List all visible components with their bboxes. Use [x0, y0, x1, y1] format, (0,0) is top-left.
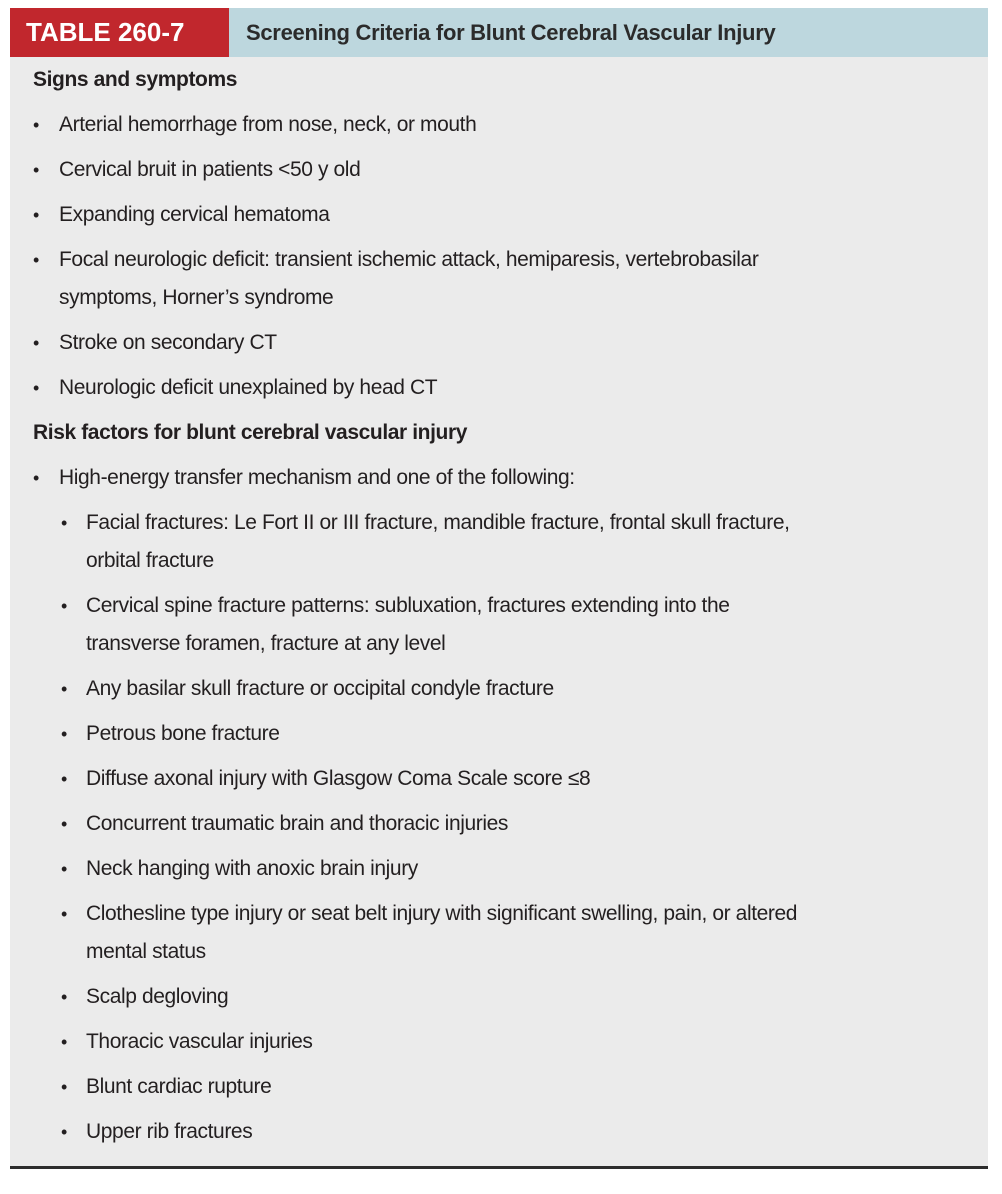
bullet-icon: •	[61, 1032, 67, 1052]
sub-list-item	[10, 670, 988, 708]
sub-list-item	[10, 1068, 988, 1106]
bullet-icon: •	[61, 859, 67, 879]
bullet-icon: •	[61, 1077, 67, 1097]
bullet-icon: •	[33, 250, 39, 270]
item-text-continued: orbital fracture	[86, 549, 214, 572]
table-body	[10, 57, 988, 1166]
item-text: Stroke on secondary CT	[59, 331, 277, 354]
list-item	[10, 196, 988, 234]
list-item	[10, 369, 988, 407]
bullet-icon: •	[61, 814, 67, 834]
section-heading-text: Risk factors for blunt cerebral vascular injury	[33, 421, 468, 444]
bullet-icon: •	[61, 1122, 67, 1142]
list-item	[10, 324, 988, 362]
section-heading	[10, 414, 988, 452]
section-heading	[10, 61, 988, 99]
bullet-icon: •	[61, 904, 67, 924]
table-number-tag	[10, 8, 229, 57]
bullet-icon: •	[61, 769, 67, 789]
bullet-icon: •	[61, 513, 67, 533]
item-text: Upper rib fractures	[86, 1120, 253, 1143]
sub-list-item	[10, 715, 988, 753]
item-text: Petrous bone fracture	[86, 722, 280, 745]
table-number: TABLE 260-7	[26, 17, 185, 47]
list-item	[10, 459, 988, 497]
bullet-icon: •	[33, 205, 39, 225]
item-text: Expanding cervical hematoma	[59, 203, 330, 226]
table	[10, 8, 988, 1166]
list-item	[10, 241, 988, 317]
table-header	[10, 8, 988, 57]
item-text: High-energy transfer mechanism and one of the following:	[59, 466, 575, 489]
sub-list-item	[10, 587, 988, 663]
sub-list-item	[10, 1113, 988, 1151]
sub-list-item	[10, 805, 988, 843]
item-text: Blunt cardiac rupture	[86, 1075, 272, 1098]
sub-list-item	[10, 504, 988, 580]
item-text: Clothesline type injury or seat belt injury with significant swelling, pain, or altered	[86, 902, 798, 925]
bullet-icon: •	[61, 679, 67, 699]
item-text: Arterial hemorrhage from nose, neck, or mouth	[59, 113, 477, 136]
bullet-icon: •	[33, 160, 39, 180]
sub-list-item	[10, 850, 988, 888]
item-text: Neck hanging with anoxic brain injury	[86, 857, 418, 880]
sub-list-item	[10, 978, 988, 1016]
table-title: Screening Criteria for Blunt Cerebral Vascular Injury	[246, 20, 776, 45]
item-text-continued: mental status	[86, 940, 206, 963]
bullet-icon: •	[61, 724, 67, 744]
item-text: Thoracic vascular injuries	[86, 1030, 313, 1053]
item-text: Concurrent traumatic brain and thoracic injuries	[86, 812, 509, 835]
sub-list-item	[10, 760, 988, 798]
sub-list-item	[10, 1023, 988, 1061]
item-text-continued: transverse foramen, fracture at any level	[86, 632, 446, 655]
bullet-icon: •	[61, 987, 67, 1007]
sub-list-item	[10, 895, 988, 971]
bullet-icon: •	[33, 378, 39, 398]
item-text: Neurologic deficit unexplained by head CT	[59, 376, 438, 399]
item-text-continued: symptoms, Horner’s syndrome	[59, 286, 334, 309]
item-text: Diffuse axonal injury with Glasgow Coma Scale score ≤8	[86, 767, 591, 790]
bullet-icon: •	[33, 468, 39, 488]
bullet-icon: •	[33, 333, 39, 353]
item-text: Any basilar skull fracture or occipital condyle fracture	[86, 677, 554, 700]
item-text: Cervical spine fracture patterns: subluxation, fractures extending into the	[86, 594, 730, 617]
item-text: Facial fractures: Le Fort II or III fracture, mandible fracture, frontal skull fracture,	[86, 511, 790, 534]
table-bottom-rule	[10, 1166, 988, 1169]
section-heading-text: Signs and symptoms	[33, 68, 238, 91]
list-item	[10, 151, 988, 189]
bullet-icon: •	[33, 115, 39, 135]
item-text: Cervical bruit in patients <50 y old	[59, 158, 361, 181]
table-title-band	[229, 8, 988, 57]
list-item	[10, 106, 988, 144]
item-text: Scalp degloving	[86, 985, 229, 1008]
bullet-icon: •	[61, 596, 67, 616]
item-text: Focal neurologic deficit: transient ischemic attack, hemiparesis, vertebrobasilar	[59, 248, 759, 271]
